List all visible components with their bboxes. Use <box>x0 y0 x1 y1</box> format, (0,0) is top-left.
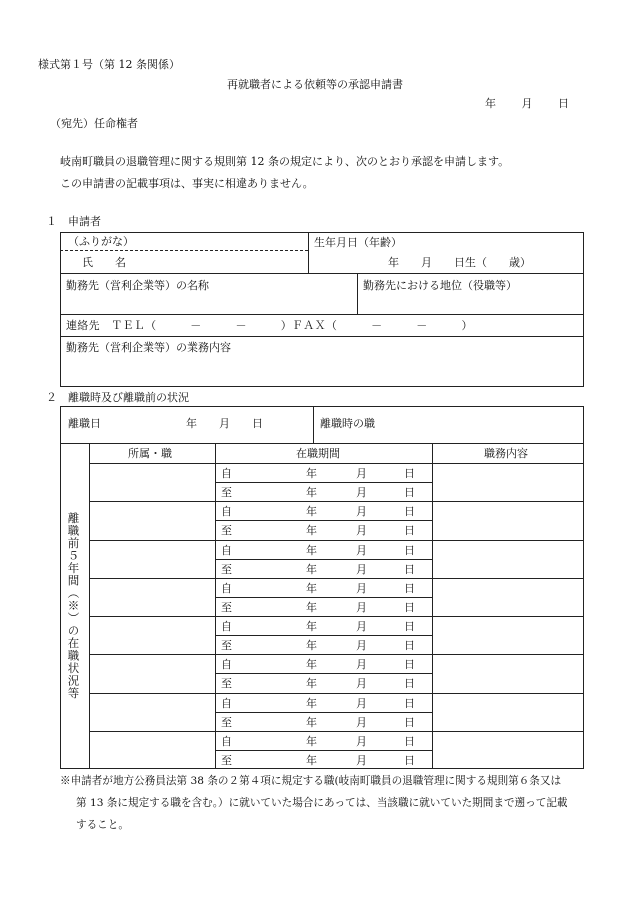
period-prefix: 至 <box>221 524 232 538</box>
period-prefix: 自 <box>221 505 232 519</box>
furigana-divider <box>60 250 308 251</box>
period-prefix: 至 <box>221 639 232 653</box>
period-year: 年 <box>306 562 317 576</box>
form-title: 再就職者による依頼等の承認申請書 <box>227 78 403 91</box>
intro-line-1: 岐南町職員の退職管理に関する規則第 12 条の規定により、次のとおり承認を申請します。 <box>60 155 510 168</box>
period-month: 月 <box>356 543 367 557</box>
row-divider <box>89 616 584 617</box>
birth-label: 生年月日（年齢） <box>314 236 402 249</box>
period-prefix: 至 <box>221 715 232 729</box>
period-year: 年 <box>306 524 317 538</box>
period-day: 日 <box>404 677 415 691</box>
period-day: 日 <box>404 753 415 767</box>
period-prefix: 自 <box>221 658 232 672</box>
period-year: 年 <box>306 734 317 748</box>
period-day: 日 <box>404 505 415 519</box>
period-year: 年 <box>306 639 317 653</box>
period-year: 年 <box>306 486 317 500</box>
half-row-divider <box>215 673 432 674</box>
retire-date-value: 年 月 日 <box>186 417 263 430</box>
period-prefix: 至 <box>221 753 232 767</box>
period-year: 年 <box>306 677 317 691</box>
row-divider <box>89 654 584 655</box>
section2-heading: ２ 離職時及び離職前の状況 <box>46 391 189 404</box>
retire-date-label: 離職日 <box>68 417 101 430</box>
period-prefix: 至 <box>221 486 232 500</box>
period-day: 日 <box>404 524 415 538</box>
period-month: 月 <box>356 715 367 729</box>
period-day: 日 <box>404 715 415 729</box>
divider <box>60 443 584 444</box>
period-month: 月 <box>356 696 367 710</box>
period-month: 月 <box>356 620 367 633</box>
date-line: 年 月 日 <box>485 97 569 110</box>
period-month: 月 <box>356 639 367 653</box>
form-number: 様式第１号（第 12 条関係） <box>38 58 180 71</box>
divider <box>89 443 90 769</box>
period-day: 日 <box>404 639 415 653</box>
period-month: 月 <box>356 562 367 576</box>
footnote-line-1: ※申請者が地方公務員法第 38 条の２第４項に規定する職(岐南町職員の退職管理に関する規則第６条又は <box>60 775 562 787</box>
divider <box>60 314 584 315</box>
period-year: 年 <box>306 658 317 672</box>
position-label: 勤務先における地位（役職等） <box>363 279 517 292</box>
half-row-divider <box>215 750 432 751</box>
period-day: 日 <box>404 696 415 710</box>
intro-line-2: この申請書の記載事項は、事実に相違ありません。 <box>60 177 314 190</box>
career-table <box>60 406 584 769</box>
period-year: 年 <box>306 696 317 710</box>
period-year: 年 <box>306 715 317 729</box>
divider <box>432 443 433 769</box>
period-month: 月 <box>356 753 367 767</box>
half-row-divider <box>215 520 432 521</box>
period-month: 月 <box>356 600 367 614</box>
half-row-divider <box>215 559 432 560</box>
period-day: 日 <box>404 486 415 500</box>
period-month: 月 <box>356 505 367 519</box>
period-day: 日 <box>404 562 415 576</box>
contact-line: 連絡先 ＴＥＬ（ － － ）ＦＡＸ（ － － ） <box>66 319 473 332</box>
period-month: 月 <box>356 677 367 691</box>
row-divider <box>89 578 584 579</box>
half-row-divider <box>215 712 432 713</box>
col-duties: 職務内容 <box>484 447 528 460</box>
period-year: 年 <box>306 581 317 595</box>
period-prefix: 自 <box>221 581 232 595</box>
side-label: 離職前５年間（※）の在職状況等 <box>66 512 81 700</box>
period-day: 日 <box>404 658 415 672</box>
footnote-line-2: 第 13 条に規定する職を含む。）に就いていた場合にあっては、当該職に就いていた期間まで遡って記載 <box>76 797 568 809</box>
period-month: 月 <box>356 581 367 595</box>
period-year: 年 <box>306 505 317 519</box>
period-prefix: 至 <box>221 677 232 691</box>
period-month: 月 <box>356 524 367 538</box>
period-day: 日 <box>404 467 415 480</box>
divider <box>357 273 358 314</box>
divider <box>60 336 584 337</box>
business-label: 勤務先（営利企業等）の業務内容 <box>66 341 231 354</box>
footnote-line-3: すること。 <box>76 819 129 831</box>
period-year: 年 <box>306 467 317 480</box>
retire-post-label: 離職時の職 <box>320 417 375 430</box>
period-prefix: 自 <box>221 620 232 633</box>
period-month: 月 <box>356 467 367 480</box>
period-day: 日 <box>404 543 415 557</box>
row-divider <box>89 540 584 541</box>
section1-heading: １ 申請者 <box>46 215 101 228</box>
row-divider <box>89 731 584 732</box>
half-row-divider <box>215 482 432 483</box>
period-day: 日 <box>404 734 415 748</box>
divider <box>60 273 584 274</box>
period-prefix: 自 <box>221 696 232 710</box>
period-year: 年 <box>306 620 317 633</box>
divider <box>215 443 216 769</box>
period-prefix: 至 <box>221 600 232 614</box>
period-day: 日 <box>404 620 415 633</box>
employer-label: 勤務先（営利企業等）の名称 <box>66 279 209 292</box>
period-day: 日 <box>404 581 415 595</box>
period-month: 月 <box>356 734 367 748</box>
addressee: （宛先）任命権者 <box>50 117 138 130</box>
period-year: 年 <box>306 600 317 614</box>
birth-value: 年 月 日生（ 歳） <box>388 256 531 269</box>
period-prefix: 自 <box>221 467 232 480</box>
row-divider <box>89 501 584 502</box>
period-prefix: 自 <box>221 734 232 748</box>
period-month: 月 <box>356 486 367 500</box>
period-day: 日 <box>404 600 415 614</box>
divider <box>89 463 584 464</box>
period-year: 年 <box>306 543 317 557</box>
row-divider <box>89 693 584 694</box>
period-year: 年 <box>306 753 317 767</box>
divider <box>308 232 309 273</box>
col-dept: 所属・職 <box>128 447 172 460</box>
period-month: 月 <box>356 658 367 672</box>
half-row-divider <box>215 597 432 598</box>
col-period: 在職期間 <box>296 447 340 460</box>
half-row-divider <box>215 635 432 636</box>
furigana-label: （ふりがな） <box>68 235 134 248</box>
divider <box>313 406 314 443</box>
period-prefix: 自 <box>221 543 232 557</box>
name-label: 氏 名 <box>82 256 126 269</box>
period-prefix: 至 <box>221 562 232 576</box>
